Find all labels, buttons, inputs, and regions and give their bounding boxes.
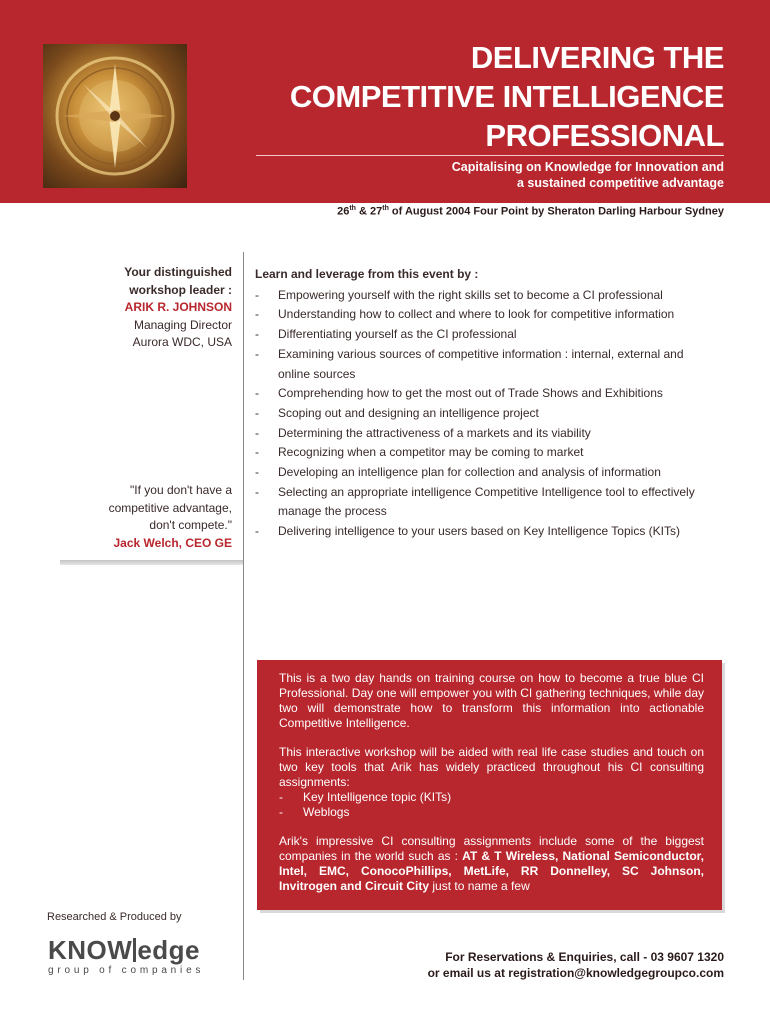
course-paragraph: This interactive workshop will be aided with real life case studies and touch on two key tools that Arik has widely practiced throughout his CI consulting assignments: xyxy=(279,745,704,789)
bullet-dash: - xyxy=(255,327,259,342)
date-venue: of August 2004 Four Point by Sheraton Darling Harbour Sydney xyxy=(388,205,724,218)
course-description-text xyxy=(279,671,704,908)
title-line: PROFESSIONAL xyxy=(485,118,724,153)
tool-label: Key Intelligence topic (KITs) xyxy=(303,790,452,804)
quote-line: competitive advantage, xyxy=(108,500,232,515)
list-item-text: Understanding how to collect and where to look for competitive information xyxy=(278,307,675,322)
logo-wordmark xyxy=(48,936,218,964)
logo-edge: edge xyxy=(137,935,201,965)
list-item xyxy=(255,443,695,463)
bullet-dash: - xyxy=(255,405,259,420)
list-item xyxy=(255,325,695,345)
bullet-dash: - xyxy=(255,484,259,499)
subtitle-line: Capitalising on Knowledge for Innovation and xyxy=(451,160,724,174)
researched-by-label: Researched & Produced by xyxy=(47,911,182,923)
title-line: DELIVERING THE xyxy=(470,40,724,75)
benefits-list xyxy=(255,286,695,542)
quote-shadow-bar xyxy=(60,560,243,565)
logo-bar xyxy=(133,938,136,962)
tool-item xyxy=(279,790,704,805)
list-item-text: Delivering intelligence to your users based on Key Intelligence Topics (KITs) xyxy=(278,524,680,539)
contact-info xyxy=(428,949,724,981)
subtitle-line: a sustained competitive advantage xyxy=(516,176,724,190)
contact-email[interactable]: or email us at registration@knowledgegroupco.com xyxy=(427,966,724,980)
course-paragraph: This is a two day hands on training course on how to become a true blue CI Professional. Day one will empower you with CI gathering techniques, while day two will demonstrate how to transform this information into actionable Competitive Intelligence. xyxy=(279,671,704,730)
bullet-dash: - xyxy=(255,425,259,440)
bullet-dash: - xyxy=(255,287,259,302)
list-item-text: Selecting an appropriate intelligence Competitive Intelligence tool to effectively manage the process xyxy=(278,484,695,519)
subtitle xyxy=(304,159,724,191)
date-day: & 27 xyxy=(355,205,383,218)
leader-role: Managing Director xyxy=(133,317,232,332)
compass-photo xyxy=(43,44,187,188)
bullet-dash: - xyxy=(255,307,259,322)
contact-phone: For Reservations & Enquiries, call - 03 9607 1320 xyxy=(445,950,724,964)
date-suffix: th xyxy=(382,205,389,212)
bullet-dash: - xyxy=(255,445,259,460)
event-date-venue xyxy=(337,205,724,218)
course-description-box xyxy=(257,660,722,910)
list-item-text: Differentiating yourself as the CI professional xyxy=(278,327,517,342)
quote-line: "If you don't have a xyxy=(130,483,232,497)
title-divider xyxy=(256,155,724,156)
clients-intro: Arik's impressive CI consulting assignments include some of the biggest companies in the world such as : xyxy=(279,834,704,863)
leader-label: workshop leader : xyxy=(129,282,232,297)
list-item xyxy=(255,463,695,483)
page-title xyxy=(204,38,724,155)
bullet-dash: - xyxy=(279,790,283,804)
list-item-text: Determining the attractiveness of a markets and its viability xyxy=(278,425,591,440)
list-item xyxy=(255,305,695,325)
list-item xyxy=(255,483,695,522)
course-paragraph xyxy=(279,834,704,894)
workshop-leader xyxy=(70,264,232,352)
clients-end: just to name a few xyxy=(429,879,530,893)
bullet-dash: - xyxy=(279,805,283,819)
list-item xyxy=(255,424,695,444)
quote-line: don't compete." xyxy=(149,518,232,532)
list-item xyxy=(255,522,695,542)
quote xyxy=(60,482,232,552)
bullet-dash: - xyxy=(255,465,259,480)
leader-name: ARIK R. JOHNSON xyxy=(124,300,232,314)
benefits-heading: Learn and leverage from this event by : xyxy=(255,267,479,281)
leader-label: Your distinguished xyxy=(124,265,232,279)
list-item-text: Developing an intelligence plan for collection and analysis of information xyxy=(278,465,661,480)
list-item xyxy=(255,404,695,424)
leader-company: Aurora WDC, USA xyxy=(132,335,232,349)
list-item xyxy=(255,384,695,404)
benefits-section xyxy=(255,265,695,542)
logo-tagline: group of companies xyxy=(48,965,205,976)
bullet-dash: - xyxy=(255,386,259,401)
header-banner xyxy=(0,0,770,203)
tool-label: Weblogs xyxy=(303,805,350,819)
logo-kno: KNO xyxy=(48,935,108,965)
list-item xyxy=(255,345,695,384)
date-suffix: th xyxy=(349,205,356,212)
bullet-dash: - xyxy=(255,524,259,539)
clients-list: AT & T Wireless, National Semiconductor, Intel, EMC, ConocoPhillips, MetLife, RR Donnelley, SC Johnson, Invitrogen and Circuit City xyxy=(279,849,704,893)
quote-author: Jack Welch, CEO GE xyxy=(113,535,232,550)
title-line: COMPETITIVE INTELLIGENCE xyxy=(289,79,724,114)
logo-w: W xyxy=(107,935,133,965)
knowledge-group-logo xyxy=(48,936,218,976)
list-item-text: Examining various sources of competitive information : internal, external and online sources xyxy=(278,346,684,381)
list-item-text: Scoping out and designing an intelligence project xyxy=(278,405,539,420)
list-item-text: Comprehending how to get the most out of Trade Shows and Exhibitions xyxy=(278,386,663,401)
tool-item xyxy=(279,805,704,820)
list-item-text: Recognizing when a competitor may be coming to market xyxy=(278,445,584,460)
bullet-dash: - xyxy=(255,346,259,361)
list-item-text: Empowering yourself with the right skills set to become a CI professional xyxy=(278,287,663,302)
column-divider xyxy=(243,252,244,980)
date-day: 26 xyxy=(337,205,350,218)
list-item xyxy=(255,286,695,306)
